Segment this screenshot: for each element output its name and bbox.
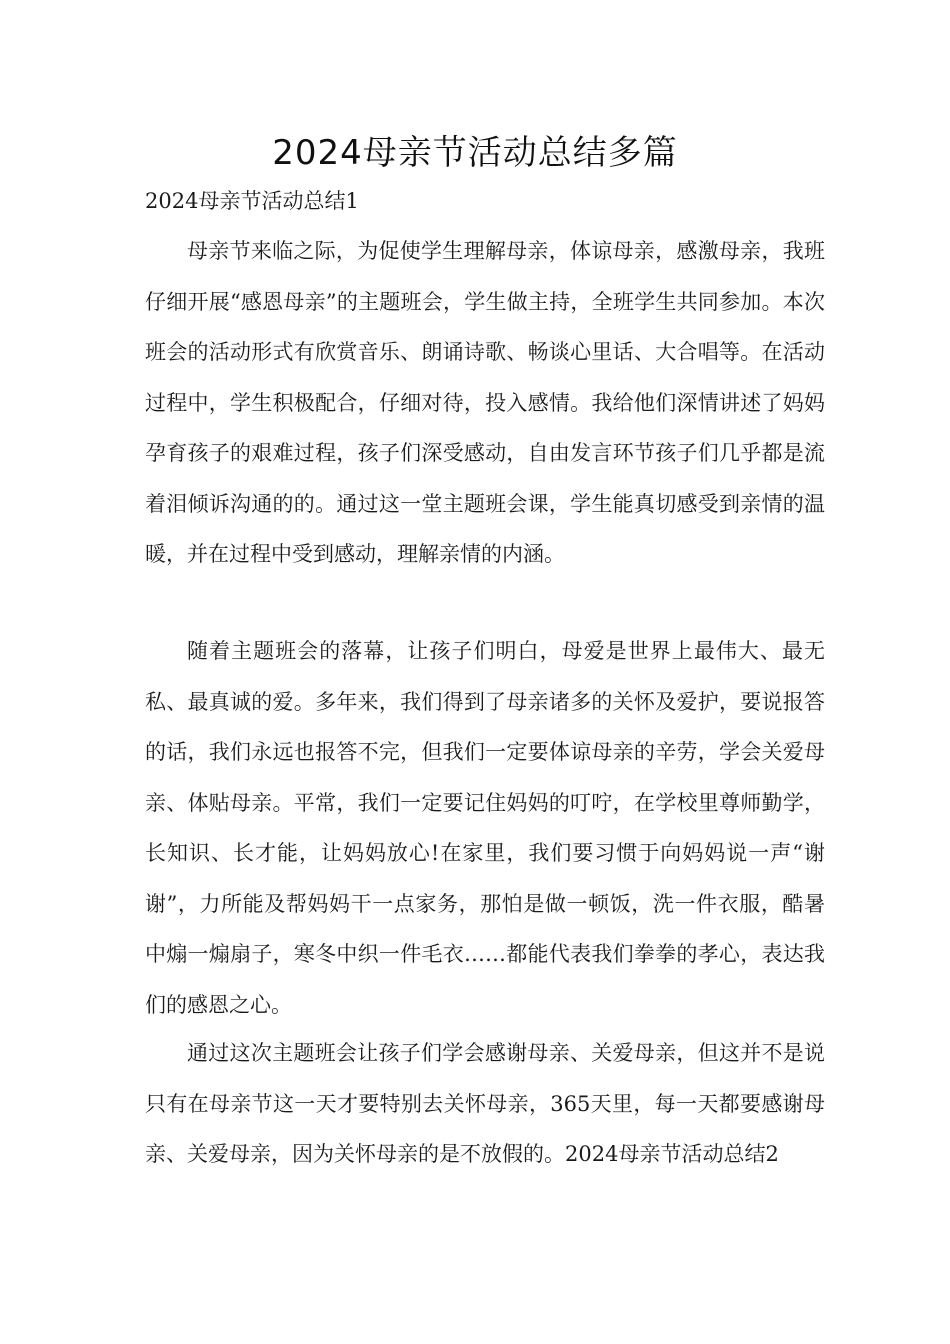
paragraph-3: 通过这次主题班会让孩子们学会感谢母亲、关爱母亲，但这并不是说只有在母亲节这一天才要特别去关怀母亲，365天里，每一天都要感谢母亲、关爱母亲，因为关怀母亲的是不放假的。2024母亲节活动总结2	[145, 1041, 825, 1166]
section-heading: 2024母亲节活动总结1	[145, 189, 359, 213]
paragraph-2: 随着主题班会的落幕，让孩子们明白，母爱是世界上最伟大、最无私、最真诚的爱。多年来，我们得到了母亲诸多的关怀及爱护，要说报答的话，我们永远也报答不完，但我们一定要体谅母亲的辛劳，学会关爱母亲、体贴母亲。平常，我们一定要记住妈妈的叮咛，在学校里尊师勤学，长知识、长才能，让妈妈放心!在家里，我们要习惯于向妈妈说一声“谢谢”，力所能及帮妈妈干一点家务，那怕是做一顿饭，洗一件衣服，酷暑中煽一煽扇子，寒冬中织一件毛衣……都能代表我们拳拳的孝心，表达我们的感恩之心。	[145, 639, 825, 1017]
paragraph-1: 母亲节来临之际，为促使学生理解母亲，体谅母亲，感激母亲，我班仔细开展“感恩母亲”的主题班会，学生做主持，全班学生共同参加。本次班会的活动形式有欣赏音乐、朗诵诗歌、畅谈心里话、大合唱等。在活动过程中，学生积极配合，仔细对待，投入感情。我给他们深情讲述了妈妈孕育孩子的艰难过程，孩子们深受感动，自由发言环节孩子们几乎都是流着泪倾诉沟通的的。通过这一堂主题班会课，学生能真切感受到亲情的温暖，并在过程中受到感动，理解亲情的内涵。	[145, 239, 825, 566]
document-title: 2024母亲节活动总结多篇	[272, 133, 678, 173]
